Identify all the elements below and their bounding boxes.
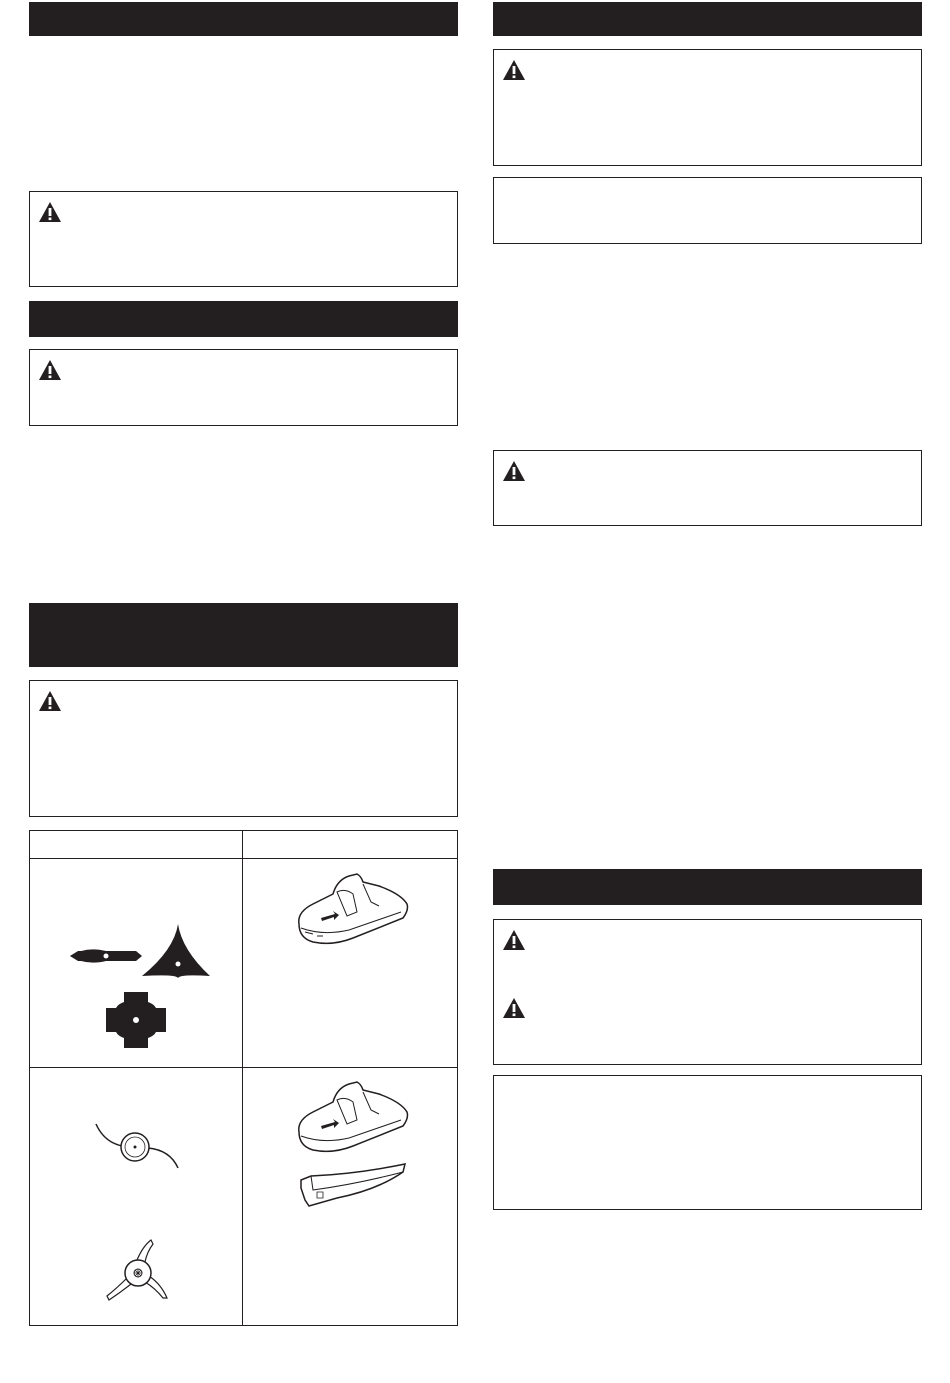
nylon-cutting-head-icon (92, 1120, 182, 1172)
warning-box (493, 450, 922, 526)
warning-box (493, 919, 922, 1065)
warning-triangle-icon (502, 929, 526, 951)
metal-blade-icons (66, 916, 216, 1056)
warning-triangle-icon (38, 690, 62, 712)
notice-box (493, 1075, 922, 1210)
warning-triangle-icon (502, 460, 526, 482)
notice-box (493, 177, 922, 244)
protector-guard-icon (293, 872, 413, 950)
section-header-bar (29, 2, 458, 36)
warning-box (29, 191, 458, 287)
warning-box (29, 349, 458, 426)
table-divider-vertical (242, 831, 243, 1325)
warning-triangle-icon (38, 359, 62, 381)
warning-box (493, 49, 922, 166)
warning-box (29, 680, 458, 817)
section-header-bar (493, 2, 922, 36)
table-divider-header (30, 858, 457, 859)
warning-triangle-icon (38, 201, 62, 223)
section-header-bar (29, 603, 458, 667)
table-divider-row (30, 1067, 457, 1068)
protector-extension-icon (297, 1160, 409, 1210)
warning-triangle-icon (502, 997, 526, 1019)
section-header-bar (29, 301, 458, 337)
section-header-bar (493, 869, 922, 905)
warning-triangle-icon (502, 59, 526, 81)
plastic-blade-icon (103, 1236, 173, 1306)
protector-guard-icon (293, 1080, 413, 1158)
